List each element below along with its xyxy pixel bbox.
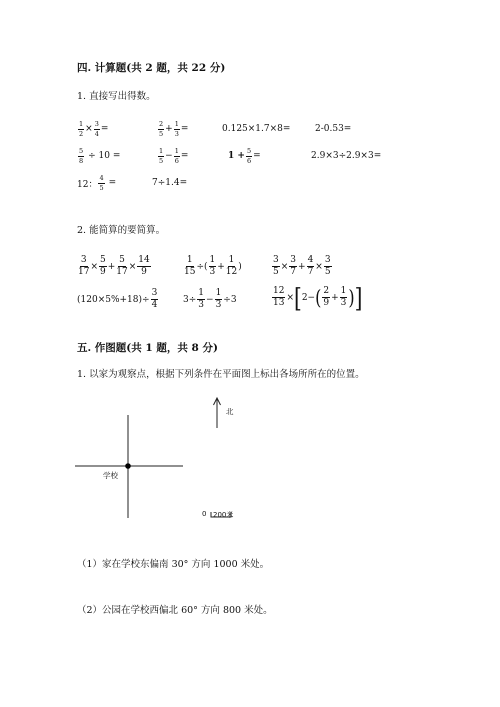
condition-2: （2）公园在学校西偏北 60° 方向 800 米处。 <box>77 605 273 616</box>
section-4-title: 四. 计算题(共 2 题，共 22 分) <box>77 62 226 74</box>
expression-5: 3÷ $\frac{1}{3}$ − $\frac{1}{3}$ ÷3 <box>183 288 237 310</box>
condition-1: （1）家在学校东偏南 30° 方向 1000 米处。 <box>77 559 270 570</box>
section-5-title: 五. 作图题(共 1 题，共 8 分) <box>77 342 218 354</box>
problem-8: 2.9×3÷2.9×3= <box>311 151 382 161</box>
problem-2: 2 5 + $\frac{1}{3}$ = <box>159 120 189 138</box>
problem-9: 12： $\frac{4}{5}$ = <box>77 174 117 192</box>
expression-2: $\frac{1}{15}$ ÷( 1 3 + $\frac{1}{12}$ ) <box>184 255 242 277</box>
school-point <box>125 463 131 469</box>
expression-6: $\frac{12}{13}$ × [ 2− ( 2 9 + $\frac{1}{3}$ ) ] <box>273 281 363 314</box>
scale-zero: 0 <box>202 510 207 518</box>
right-bracket: ] <box>354 281 363 314</box>
left-bracket: [ <box>294 281 302 314</box>
problem-10: 7÷1.4= <box>152 178 188 188</box>
problem-7: 1 + $\frac{5}{6}$ = <box>228 147 261 165</box>
school-label: 学校 <box>103 471 118 480</box>
problem-1: $\frac{1}{2}$ × $\frac{3}{4}$ = <box>79 120 109 138</box>
problem-4: 2-0.53= <box>315 124 352 134</box>
scale-label: 200米 <box>213 511 234 519</box>
problem-3: 0.125×1.7×8= <box>222 124 291 134</box>
drawing-question-title: 1. 以家为观察点，根据下列条件在平面图上标出各场所所在的位置。 <box>77 369 365 380</box>
expression-3: $\frac{3}{5}$ × $\frac{3}{7}$ + $\frac{4}{7}$ × $\frac{3}{5}$ <box>273 255 331 277</box>
problem-6: 1 5 − $\frac{1}{6}$ = <box>159 147 189 165</box>
expression-4: (120×5%+18)÷ $\frac{3}{4}$ <box>77 288 158 310</box>
question-1-title: 1. 直接写出得数。 <box>77 91 156 102</box>
north-label: 北 <box>226 407 234 416</box>
expression-1: $\frac{3}{17}$ × $\frac{5}{9}$ + $\frac{5}{17}$ × $\frac{14}{9}$ <box>78 255 150 277</box>
problem-5: $\frac{5}{8}$ ÷ 10 = <box>79 147 121 165</box>
question-2-title: 2. 能简算的要简算。 <box>77 225 166 236</box>
